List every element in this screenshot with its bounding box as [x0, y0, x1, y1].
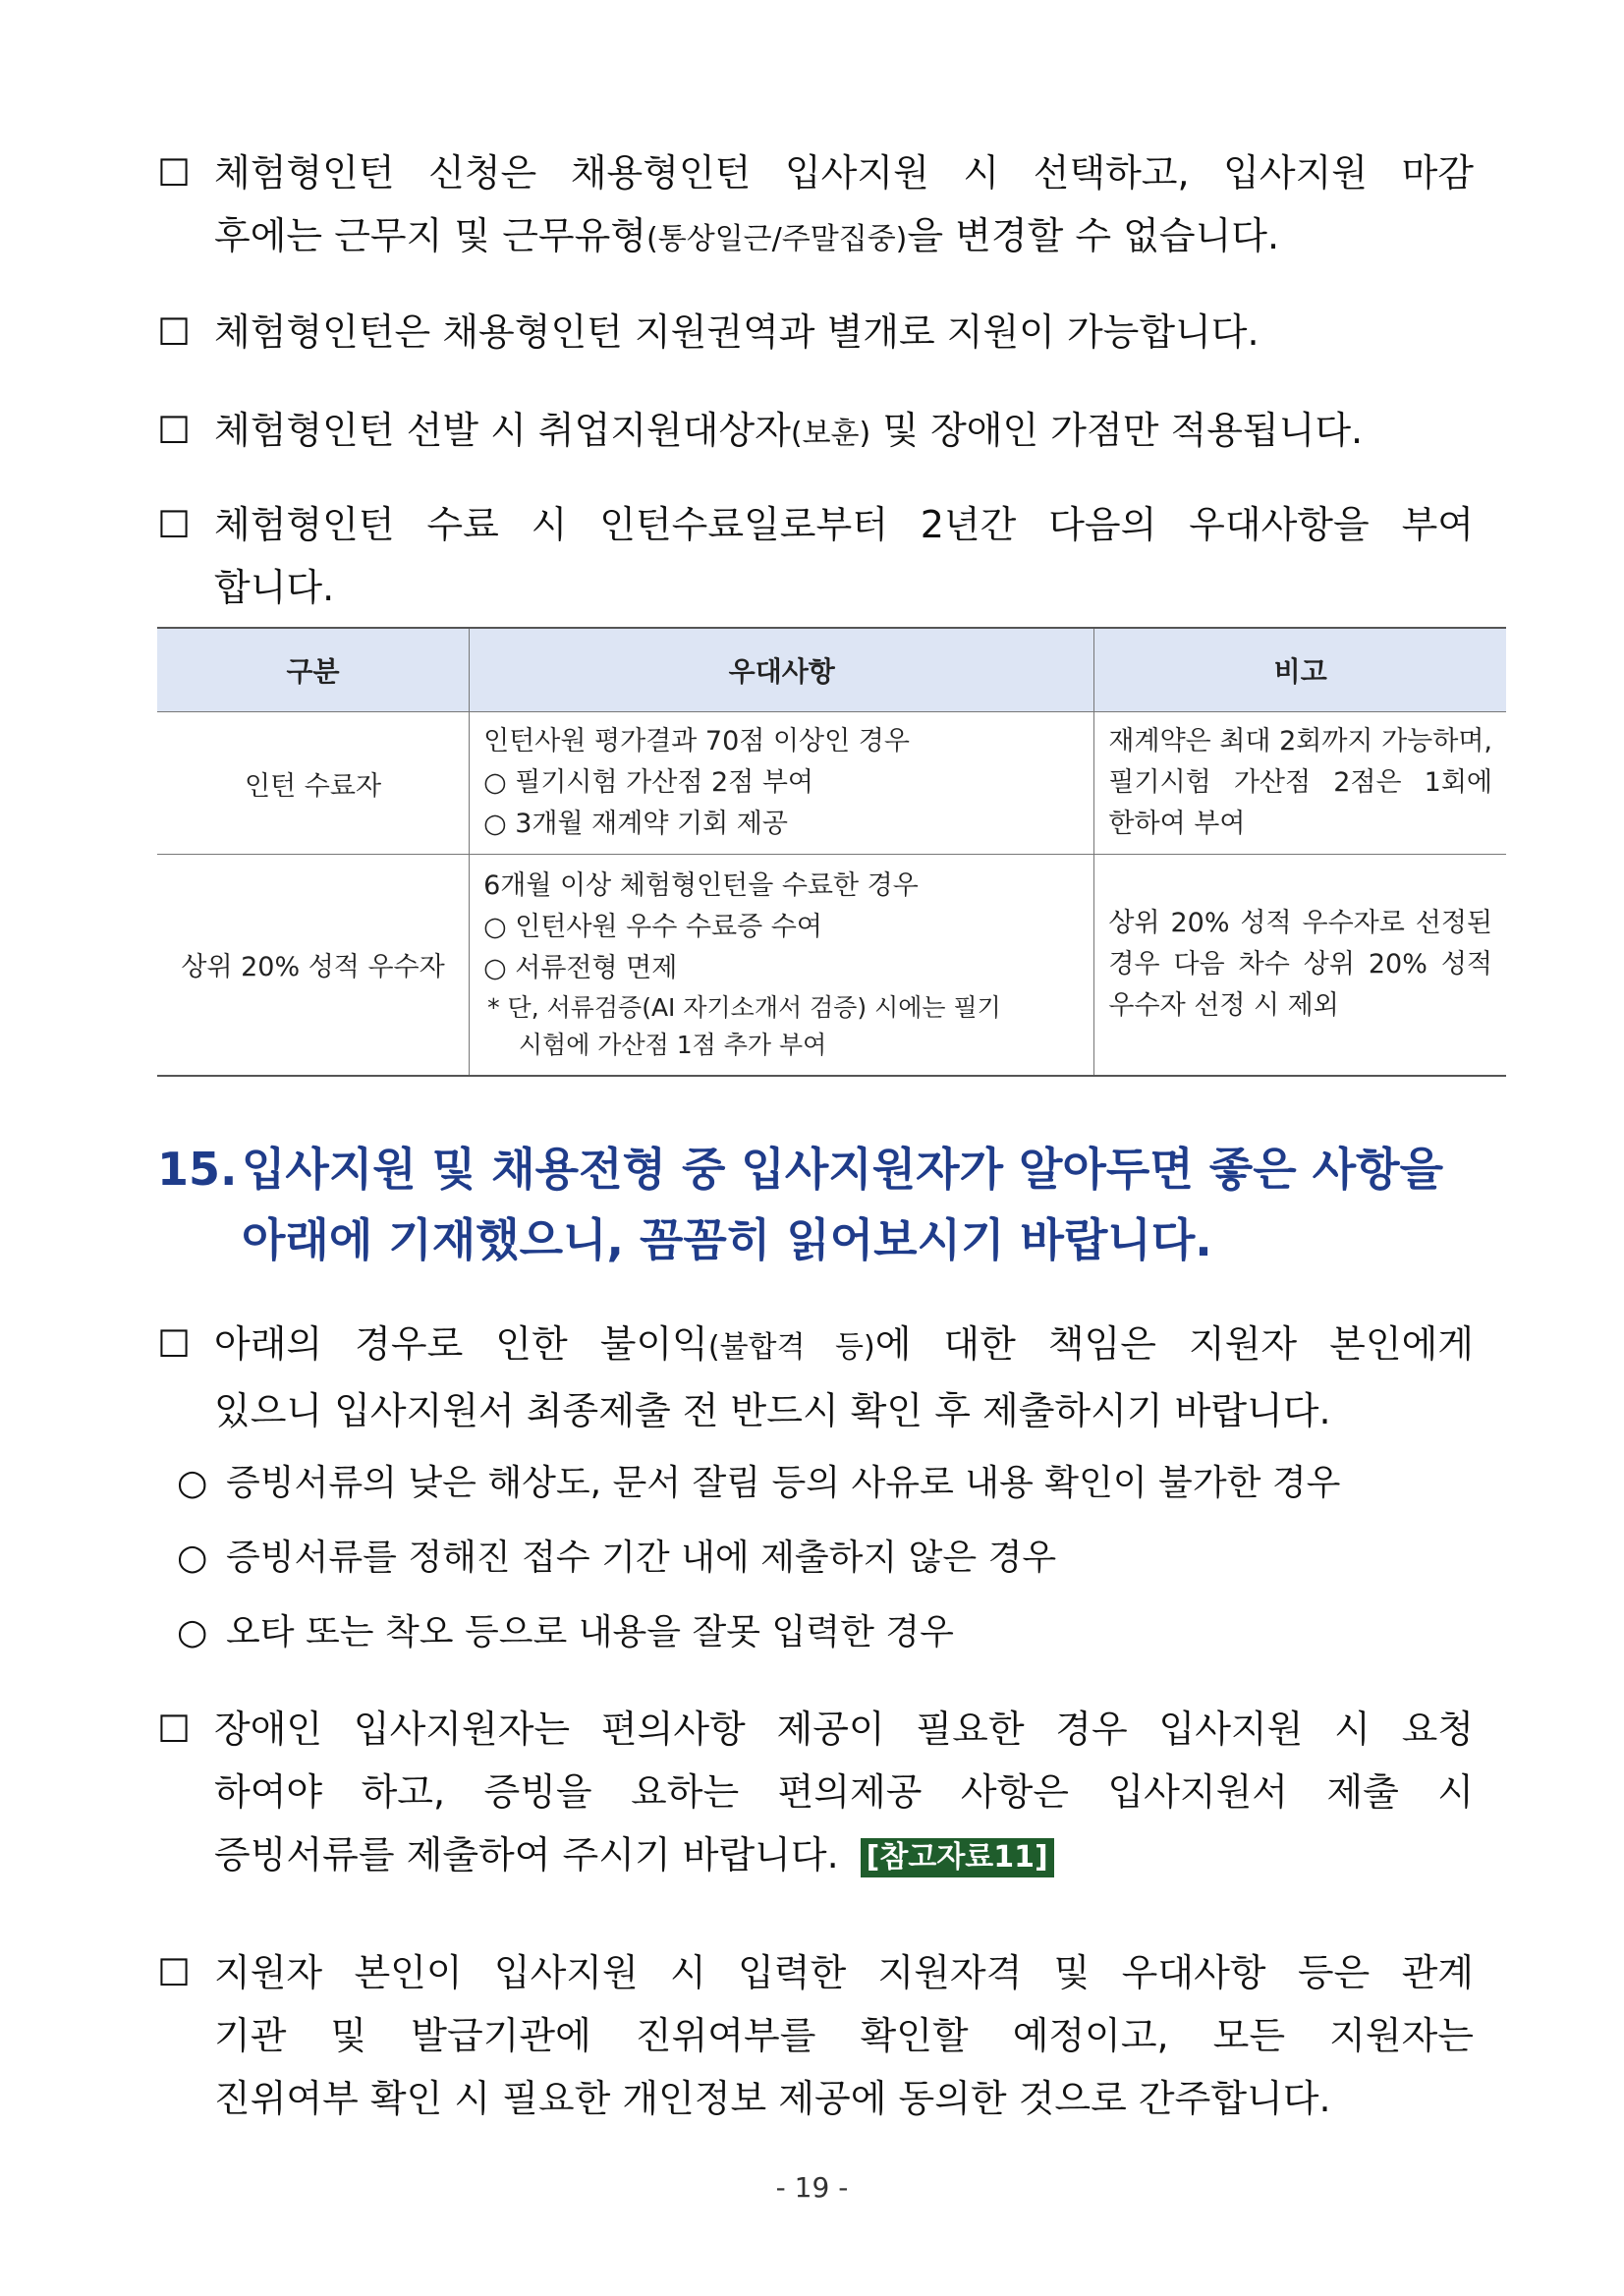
notice-item-5 [157, 1313, 1474, 1442]
benefit-table [157, 627, 1506, 1077]
section-title-line-1: 입사지원 및 채용전형 중 입사지원자가 알아두면 좋은 사항을 [242, 1143, 1444, 1196]
item-4-line-2: 합니다. [214, 566, 335, 609]
item-1-line-1: 체험형인턴 신청은 채용형인턴 입사지원 시 선택하고, 입사지원 마감 [214, 151, 1474, 195]
page-number: - 19 - [775, 2171, 849, 2204]
checkbox-icon: ☐ [157, 1322, 192, 1366]
row-1-category: 인턴 수료자 [157, 712, 470, 855]
table-row [157, 712, 1506, 855]
item-1-line-2: 후에는 근무지 및 근무유형(통상일근/주말집중)을 변경할 수 없습니다. [214, 214, 1280, 257]
item-2-line-1: 체험형인턴은 채용형인턴 지원권역과 별개로 지원이 가능합니다. [214, 310, 1260, 354]
item-7-line-3: 진위여부 확인 시 필요한 개인정보 제공에 동의한 것으로 간주합니다. [214, 2077, 1331, 2120]
checkbox-icon: ☐ [157, 1951, 192, 1994]
checkbox-icon: ☐ [157, 409, 192, 452]
sub-item-3: ○ 오타 또는 착오 등으로 내용을 잘못 입력한 경우 [177, 1603, 1454, 1662]
item-4-line-1: 체험형인턴 수료 시 인턴수료일로부터 2년간 다음의 우대사항을 부여 [214, 503, 1474, 546]
item-5-line-2: 있으니 입사지원서 최종제출 전 반드시 확인 후 제출하시기 바랍니다. [214, 1389, 1331, 1432]
checkbox-icon: ☐ [157, 503, 192, 546]
checkbox-icon: ☐ [157, 1708, 192, 1751]
item-6-line-2: 하여야 하고, 증빙을 요하는 편의제공 사항은 입사지원서 제출 시 [214, 1770, 1474, 1814]
section-number: 15. [157, 1143, 238, 1196]
reference-material-tag: [참고자료11] [861, 1838, 1054, 1877]
notice-item-6 [157, 1698, 1474, 1886]
item-6-line-3: 증빙서류를 제출하여 주시기 바랍니다. [참고자료11] [157, 1823, 1474, 1886]
header-note: 비고 [1094, 628, 1506, 712]
row-1-benefits: 인턴사원 평가결과 70점 이상인 경우 ○ 필기시험 가산점 2점 부여 ○ 3개월 재계약 기회 제공 [470, 712, 1094, 855]
item-7-line-2: 기관 및 발급기관에 진위여부를 확인할 예정이고, 모든 지원자는 [214, 2014, 1474, 2057]
checkbox-icon: ☐ [157, 310, 192, 354]
circle-bullet-icon: ○ [177, 1538, 208, 1578]
header-category: 구분 [157, 628, 470, 712]
table-header-row [157, 628, 1506, 712]
sub-item-2: ○ 증빙서류를 정해진 접수 기간 내에 제출하지 않은 경우 [177, 1529, 1454, 1588]
table-row [157, 855, 1506, 1076]
notice-item-4 [157, 493, 1474, 619]
circle-bullet-icon: ○ [177, 1612, 208, 1652]
section-heading [157, 1134, 1474, 1275]
notice-item-3 [157, 399, 1474, 466]
item-7-line-1: 지원자 본인이 입사지원 시 입력한 지원자격 및 우대사항 등은 관계 [214, 1951, 1474, 1994]
circle-bullet-icon: ○ [177, 1463, 208, 1503]
row-2-category: 상위 20% 성적 우수자 [157, 855, 470, 1076]
section-title-line-2: 아래에 기재했으니, 꼼꼼히 읽어보시기 바랍니다. [242, 1213, 1212, 1266]
row-1-note: 재계약은 최대 2회까지 가능하며, 필기시험 가산점 2점은 1회에 한하여 부여 [1094, 712, 1506, 855]
row-2-benefits: 6개월 이상 체험형인턴을 수료한 경우 ○ 인턴사원 우수 수료증 수여 ○ 서류전형 면제 * 단, 서류검증(AI 자기소개서 검증) 시에는 필기 시험에 가산점 1점 추가 부여 [470, 855, 1094, 1076]
item-5-line-1: 아래의 경우로 인한 불이익(불합격 등)에 대한 책임은 지원자 본인에게 [214, 1322, 1474, 1366]
sub-item-1: ○ 증빙서류의 낮은 해상도, 문서 잘림 등의 사유로 내용 확인이 불가한 경우 [177, 1454, 1454, 1513]
header-benefits: 우대사항 [470, 628, 1094, 712]
item-6-line-1: 장애인 입사지원자는 편의사항 제공이 필요한 경우 입사지원 시 요청 [214, 1708, 1474, 1751]
notice-item-1 [157, 141, 1474, 271]
notice-item-2 [157, 301, 1474, 364]
item-3-line-1: 체험형인턴 선발 시 취업지원대상자(보훈) 및 장애인 가점만 적용됩니다. [214, 409, 1364, 452]
checkbox-icon: ☐ [157, 151, 192, 195]
row-2-note: 상위 20% 성적 우수자로 선정된 경우 다음 차수 상위 20% 성적 우수자 선정 시 제외 [1094, 855, 1506, 1076]
notice-item-7 [157, 1941, 1474, 2130]
